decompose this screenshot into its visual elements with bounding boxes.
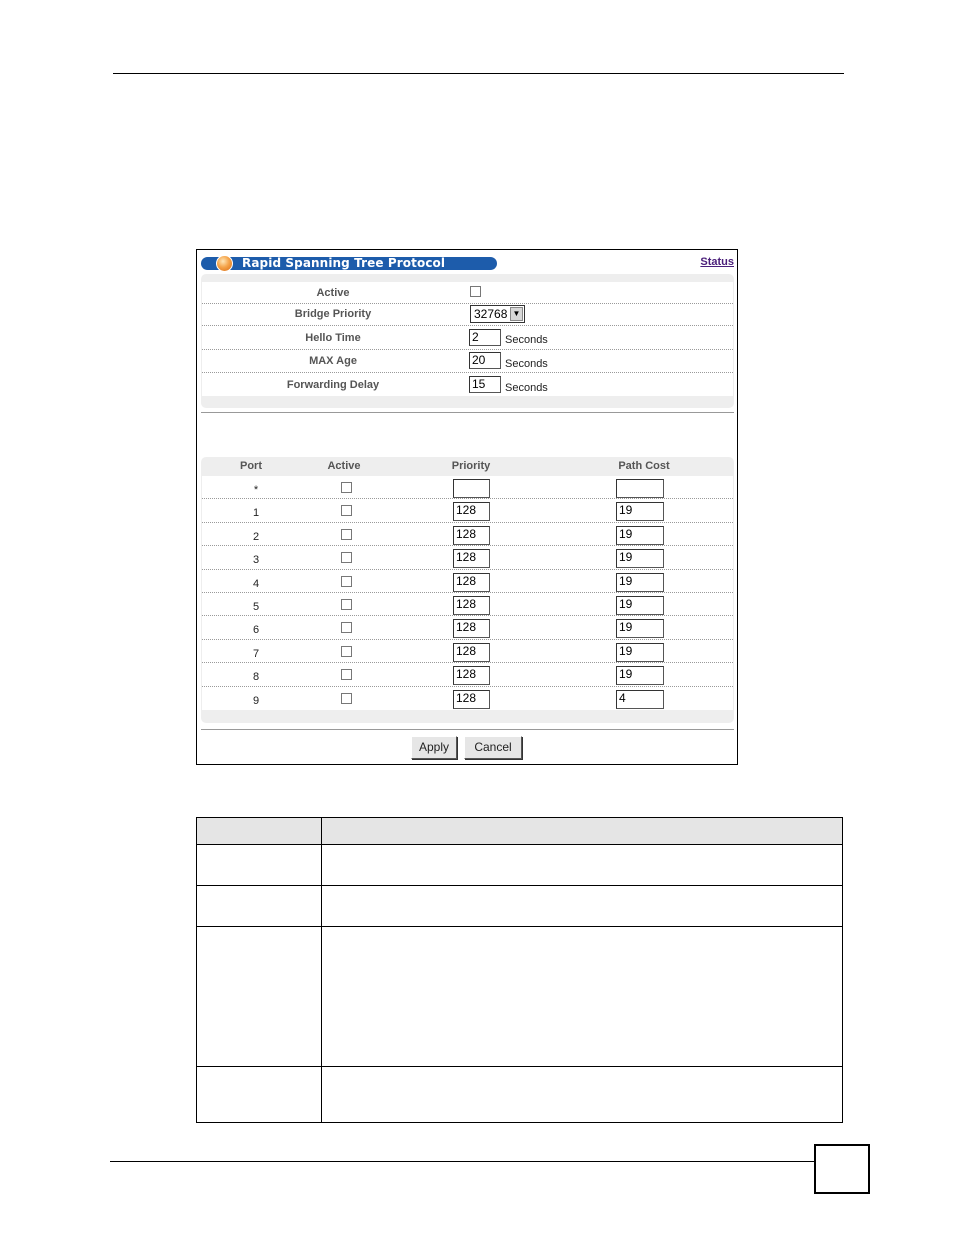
table-row: [202, 499, 733, 522]
bridge-priority-select[interactable]: [470, 305, 525, 323]
port-path-cost-input[interactable]: [616, 479, 664, 498]
table-cell: [322, 927, 843, 1067]
port-priority-input[interactable]: 128: [453, 596, 490, 615]
max-age-unit: Seconds: [505, 358, 548, 370]
port-active-checkbox[interactable]: [341, 482, 352, 493]
bridge-priority-value: 32768: [474, 307, 508, 321]
port-number: 1: [252, 507, 260, 520]
port-active-checkbox[interactable]: [341, 669, 352, 680]
section-divider: [201, 412, 734, 413]
port-active-checkbox[interactable]: [341, 505, 352, 516]
description-table: [196, 817, 843, 1123]
max-age-label: MAX Age: [309, 355, 357, 367]
port-header: Port: [240, 460, 262, 472]
port-path-cost-input[interactable]: 19: [616, 526, 664, 545]
active-header: Active: [327, 460, 361, 472]
active-label: Active: [316, 287, 350, 299]
table-row: [202, 687, 733, 710]
button-divider: [201, 729, 734, 730]
table-row: [202, 663, 733, 686]
status-link[interactable]: Status: [700, 256, 734, 268]
port-number: 3: [252, 554, 260, 567]
active-checkbox[interactable]: [470, 286, 481, 297]
port-number: 9: [252, 694, 260, 707]
port-active-checkbox[interactable]: [341, 576, 352, 587]
table-row: [202, 640, 733, 663]
active-row: [202, 282, 733, 304]
port-number: 7: [252, 647, 260, 660]
port-number: 6: [252, 624, 260, 637]
bridge-priority-row: [202, 304, 733, 326]
port-path-cost-input[interactable]: 19: [616, 573, 664, 592]
port-path-cost-input[interactable]: 19: [616, 502, 664, 521]
table-cell: [322, 886, 843, 927]
port-path-cost-input[interactable]: 4: [616, 690, 664, 709]
apply-button[interactable]: Apply: [411, 736, 457, 759]
table-row: [202, 523, 733, 546]
port-number: 4: [252, 577, 260, 590]
table-row: [202, 546, 733, 569]
rstp-screen: [196, 249, 738, 765]
port-priority-input[interactable]: 128: [453, 549, 490, 568]
table-cell: [322, 845, 843, 886]
bridge-priority-label: Bridge Priority: [294, 308, 372, 320]
max-age-row: [202, 350, 733, 373]
table-row: [202, 570, 733, 593]
port-active-checkbox[interactable]: [341, 599, 352, 610]
port-number: *: [253, 484, 259, 496]
hello-time-unit: Seconds: [505, 334, 548, 346]
forwarding-delay-row: [202, 373, 733, 396]
port-number: 8: [252, 671, 260, 684]
table-cell: [322, 818, 843, 845]
port-path-cost-input[interactable]: 19: [616, 619, 664, 638]
table-row: [202, 476, 733, 499]
max-age-input[interactable]: 20: [469, 352, 501, 369]
port-active-checkbox[interactable]: [341, 693, 352, 704]
table-cell: [197, 886, 322, 927]
table-cell: [322, 1067, 843, 1123]
table-header-row: [197, 818, 843, 845]
table-row: [197, 886, 843, 927]
forwarding-delay-input[interactable]: 15: [469, 376, 501, 393]
port-path-cost-input[interactable]: 19: [616, 549, 664, 568]
port-priority-input[interactable]: 128: [453, 526, 490, 545]
forwarding-delay-unit: Seconds: [505, 382, 548, 394]
port-priority-input[interactable]: 128: [453, 643, 490, 662]
port-priority-input[interactable]: 128: [453, 502, 490, 521]
port-active-checkbox[interactable]: [341, 529, 352, 540]
port-active-checkbox[interactable]: [341, 552, 352, 563]
port-priority-input[interactable]: 128: [453, 666, 490, 685]
title-bar: [201, 257, 497, 270]
table-cell: [197, 1067, 322, 1123]
path-cost-header: Path Cost: [618, 460, 670, 472]
general-settings-panel: [201, 274, 734, 408]
chevron-down-icon[interactable]: ▼: [510, 307, 523, 321]
priority-header: Priority: [451, 460, 491, 472]
forwarding-delay-label: Forwarding Delay: [286, 379, 380, 391]
port-priority-input[interactable]: [453, 479, 490, 498]
port-path-cost-input[interactable]: 19: [616, 666, 664, 685]
table-row: [197, 927, 843, 1067]
table-cell: [197, 845, 322, 886]
orb-icon: [216, 255, 233, 272]
port-active-checkbox[interactable]: [341, 622, 352, 633]
header-rule: [113, 73, 844, 74]
hello-time-input[interactable]: 2: [469, 329, 501, 346]
port-active-checkbox[interactable]: [341, 646, 352, 657]
hello-time-label: Hello Time: [305, 332, 361, 344]
hello-time-row: [202, 326, 733, 350]
port-settings-panel: [201, 457, 734, 723]
table-row: [202, 616, 733, 639]
table-row: [197, 1067, 843, 1123]
table-cell: [197, 818, 322, 845]
port-number: 5: [252, 601, 260, 613]
footer-rule: [110, 1161, 814, 1162]
screen-title: Rapid Spanning Tree Protocol: [242, 256, 446, 270]
table-row: [197, 845, 843, 886]
cancel-button[interactable]: Cancel: [464, 736, 522, 759]
page-number-box: [814, 1144, 870, 1194]
port-number: 2: [252, 530, 260, 543]
port-priority-input[interactable]: 128: [453, 573, 490, 592]
port-path-cost-input[interactable]: 19: [616, 643, 664, 662]
port-priority-input[interactable]: 128: [453, 690, 490, 709]
port-priority-input[interactable]: 128: [453, 619, 490, 638]
port-path-cost-input[interactable]: 19: [616, 596, 664, 615]
table-cell: [197, 927, 322, 1067]
table-row: [202, 593, 733, 616]
